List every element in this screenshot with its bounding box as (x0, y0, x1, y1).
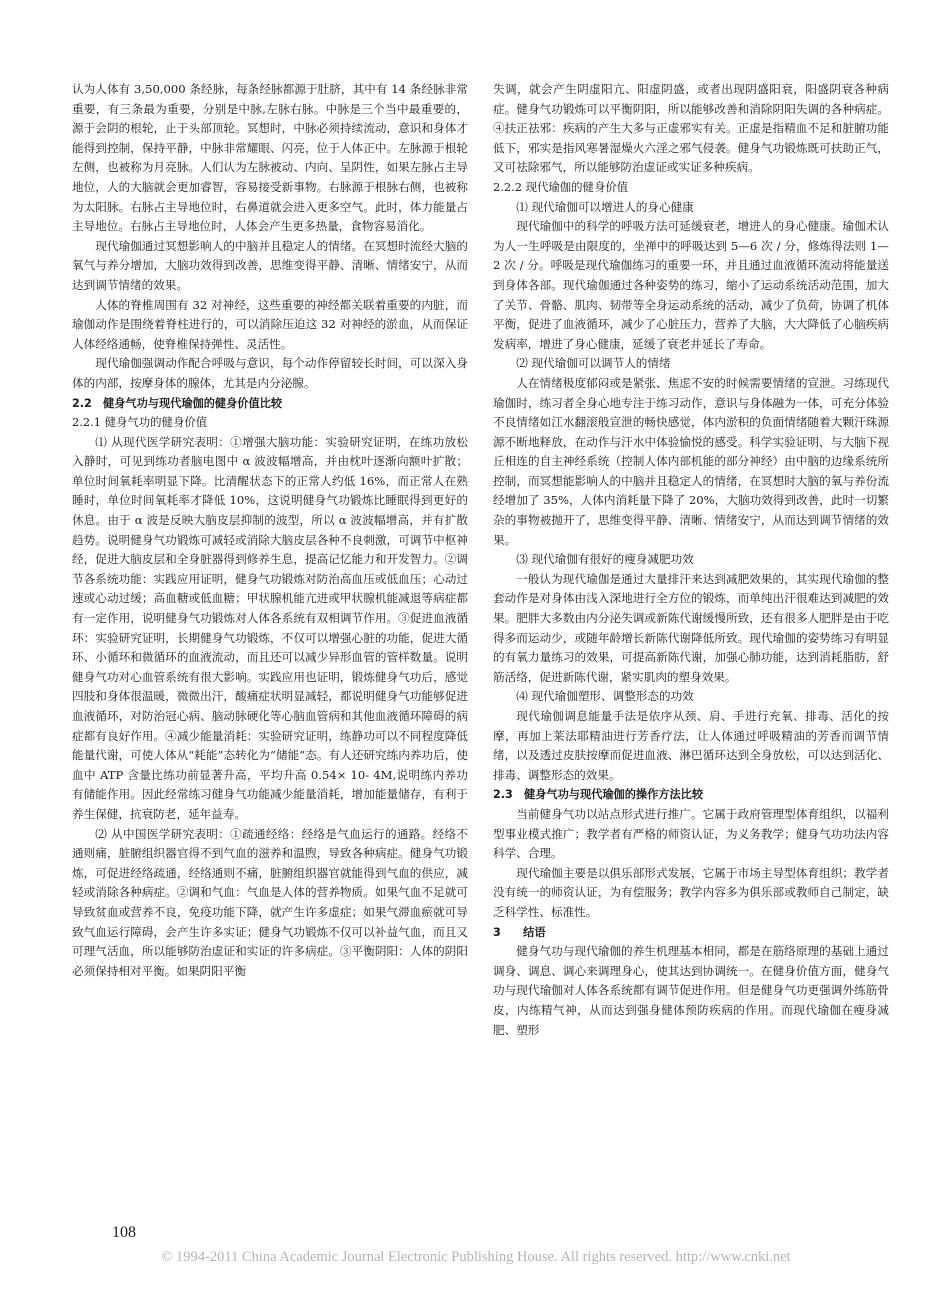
paragraph: 现代瑜伽调息能量手法是依序从颈、肩、手进行充氧、排毒、活化的按摩，再加上莱法耶精油进行芳香疗法，让人体通过呼吸精油的芳香而调节情绪，以及透过皮肤按摩而促进血液、淋巴循环达到全身放松，可以达到活化、排毒、调整形态的效果。 (493, 709, 889, 782)
list-item-heading: ⑴ 现代瑜伽可以增进人的身心健康 (516, 199, 694, 214)
page-number: 108 (112, 1224, 136, 1241)
paragraph: 现代瑜伽强调动作配合呼吸与意识，每个动作停留较长时间，可以深入身体的内部，按摩身体的腺体，尤其是内分泌腺。 (72, 356, 468, 390)
paragraph: 认为人体有 3,50,000 条经脉，每条经脉都源于肚脐，其中有 14 条经脉非常重要，有三条最为重要，分别是中脉,左脉右脉。中脉是三个当中最重要的，源于会阴的根轮，止于头部顶轮。冥想时，中脉必须持续流动，意识和身体才能得到控制，保持平静，中脉非常耀眼、闪亮，位于人体正中。左脉源于根轮左侧，也被称为月亮脉。人们认为左脉被动、内向、呈阴性，如果左脉占主导地位，人的大脑就会更加睿智，容易接受新事物。右脉源于根脉右侧，也被称为太阳脉。右脉占主导地位时，右鼻道就会进入更多空气。此时，体力能量占主导地位。右脉占主导地位时，人体会产生更多热量，食物容易消化。 (72, 82, 468, 234)
paragraph: 现代瑜伽主要是以俱乐部形式发展，它属于市场主导型体育组织；教学者没有统一的师资认证，为有偿服务；教学内容多为俱乐部或教师自己制定，缺乏科学性、标准性。 (493, 865, 889, 919)
section-heading: 2.3 健身气功与现代瑜伽的操作方法比较 (493, 788, 704, 802)
list-item-heading: ⑶ 现代瑜伽有很好的瘦身减肥功效 (516, 552, 694, 567)
copyright-footer: © 1994-2011 China Academic Journal Electronic Publishing House. All rights reserved. http://www.cnki.net (161, 1249, 791, 1265)
paragraph: ⑵ 从中国医学研究表明：①疏通经络：经络是气血运行的通路。经络不通则痛，脏腑组织器官得不到气血的滋养和温煦，导致各种病症。健身气功锻炼，可促进经络疏通，经络通则不痛，脏腑组织器官就能得到气血的供应，减轻或消除各种病症。②调和气血：气血是人体的营养物质。如果气血不足就可导致贫血或营养不良，免疫功能下降，就产生许多虚症；如果气滞血瘀就可导致气血运行障碍，会产生许多实证；健身气功锻炼不仅可以补益气血，而且又可理气活血，所以能够防治虚证和实证的许多病症。③平衡阴阳：人体的阴阳必须保持相对平衡。如果阴阳平衡 (72, 826, 468, 978)
subsection-heading: 2.2.1 健身气功的健身价值 (72, 415, 208, 430)
paragraph: 人体的脊椎周围有 32 对神经，这些重要的神经都关联着重要的内脏，而瑜伽动作是围绕着脊柱进行的，可以消除压迫这 32 对神经的淤血，从而保证人体经络通畅，使脊椎保持弹性、灵活性。 (72, 297, 468, 351)
list-item-heading: ⑵ 现代瑜伽可以调节人的情绪 (516, 356, 671, 371)
right-column (493, 80, 889, 1040)
subsection-heading: 2.2.2 现代瑜伽的健身价值 (493, 179, 629, 194)
section-heading: 3 结语 (493, 925, 546, 939)
left-column (72, 80, 468, 981)
section-heading: 2.2 健身气功与现代瑜伽的健身价值比较 (72, 396, 283, 410)
paragraph: 当前健身气功以站点形式进行推广。它属于政府管理型体育组织，以福利型事业模式推广；教学者有严格的师资认证，为义务教学；健身气功功法内容科学、合理。 (493, 806, 889, 861)
paragraph: 人在情绪极度郁闷或是紧张、焦虑不安的时候需要情绪的宣泄。习练现代瑜伽时，练习者全身心地专注于练习动作，意识与身体融为一体，可充分体验不良情绪如江水翻滚般宣泄的畅快感觉，体内淤积的负面情绪随着大颗汗珠源源不断地释放，在动作与汗水中体验愉悦的感受。科学实验证明，与大脑下视丘相连的自主神经系统（控制人体内部机能的部分神经）由中脑的边缘系统所控制，而冥想能影响人的中脑并且稳定人的情绪，在冥想时大脑的氧与养份流经增加了 35%，人体内消耗量下降了 20%，大脑功效得到改善，此时一切繁杂的事物被抛开了，思维变得平静、清晰、情绪安宁，从而达到调节情绪的效果。 (493, 375, 889, 547)
list-item-heading: ⑷ 现代瑜伽塑形、调整形态的功效 (516, 689, 694, 704)
paragraph: 健身气功与现代瑜伽的养生机理基本相同，都是在筋络原理的基础上通过调身、调息、调心来调理身心，使其达到协调统一。在健身价值方面，健身气功与现代瑜伽对人体各系统都有调节促进作用。但是健身气功更强调外练筋骨皮，内练精气神，从而达到强身健体预防疾病的作用。而现代瑜伽在瘦身减肥、塑形 (493, 944, 889, 1037)
paragraph: ⑴ 从现代医学研究表明：①增强大脑功能：实验研究证明，在练功放松入静时，可见到练功者脑电图中 α 波波幅增高，并由枕叶逐渐向额叶扩散；单位时间氧耗率明显下降。比清醒状态下的正常人约低 16%，而正常人在熟睡时，单位时间氧耗率才降低 10%，这说明健身气功锻炼比睡眠得到更好的休息。由于 α 波是反映大脑皮层抑制的波型，所以 α 波波幅增高，并有扩散趋势。说明健身气功锻炼可减轻或消除大脑皮层各种不良刺激，可调节中枢神经，促进大脑皮层和全身脏器得到修养生息，提高记忆能力和开发智力。②调节各系统功能：实践应用证明，健身气功锻炼对防治高血压或低血压；心动过速或心动过缓；高血糖或低血糖；甲状腺机能亢进或甲状腺机能减退等病症都有一定作用，说明健身气功锻炼对人体各系统有双相调节作用。③促进血液循环：实验研究证明，长期健身气功锻炼，不仅可以增强心脏的功能，促进大循环、小循环和微循环的血液流动，而且还可以减少异形血管的管样数量。说明健身气功对心血管系统有很大影响。实践应用也证明，锻炼健身气功后，感觉四肢和身体很温暖，微微出汗，酸痛症状明显减轻，都说明健身气功能够促进血液循环，对防治冠心病、脑动脉硬化等心脑血管病和其他血液循环障碍的病症都有良好作用。④减少能量消耗：实验研究证明，练静功可以不同程度降低能量代谢，可使人体从“耗能”态转化为“储能”态。有人还研究练内养功后，使血中 ATP 含量比练功前显著升高，平均升高 0.54× 10- 4M,说明练内养功有储能作用。因此经常练习健身气功能减少能量消耗，增加能量储存，有利于养生保健，抗衰防老，延年益寿。 (72, 434, 468, 821)
paragraph: 现代瑜伽中的科学的呼吸方法可延缓衰老，增进人的身心健康。瑜伽术认为人一生呼吸是由限度的，坐禅中的呼吸达到 5—6 次 / 分，修炼得法则 1—2 次 / 分。呼吸是现代瑜伽练习的重要一环，并且通过血液循环流动将能量送到身体各部。现代瑜伽通过各种姿势的练习，缩小了运动系统活动范围，加大了关节、骨骼、肌肉、韧带等全身运动系统的活动，减少了负荷，协调了机体平衡，促进了血液循环，减少了心脏压力，营养了大脑，大大降低了心脑疾病发病率，增进了身心健康，延缓了衰老并延长了寿命。 (493, 219, 889, 351)
paragraph: 一般认为现代瑜伽是通过大量排汗来达到减肥效果的，其实现代瑜伽的整套动作是对身体由浅入深地进行全方位的锻炼，而单纯出汗很难达到减肥的效果。肥胖大多数由内分泌失调或新陈代谢缓慢所致，还有很多人肥胖是由于吃得多而运动少，或随年龄增长新陈代谢降低所致。现代瑜伽的姿势练习有明显的有氧力量练习的效果，可提高新陈代谢，加强心肺功能，达到消耗脂肪，舒筋活络，促进新陈代谢，紧实肌肉的塑身效果。 (493, 571, 889, 684)
paragraph: 现代瑜伽通过冥想影响人的中脑并且稳定人的情绪。在冥想时流经大脑的氧气与养分增加，大脑功效得到改善，思维变得平静、清晰、情绪安宁，从而达到调节情绪的效果。 (72, 238, 468, 292)
paragraph: 失调，就会产生阴虚阳亢、阳虚阴盛，或者出现阴盛阳衰，阳盛阴衰各种病症。健身气功锻炼可以平衡阴阳，所以能够改善和消除阴阳失调的各种病症。④扶正祛邪：疾病的产生大多与正虚邪实有关。正虚是指精血不足和脏腑功能低下，邪实是指风寒暑湿燥火六淫之邪气侵袭。健身气功锻炼既可扶助正气，又可祛除邪气，所以能够防治虚证或实证多种疾病。 (493, 82, 889, 175)
